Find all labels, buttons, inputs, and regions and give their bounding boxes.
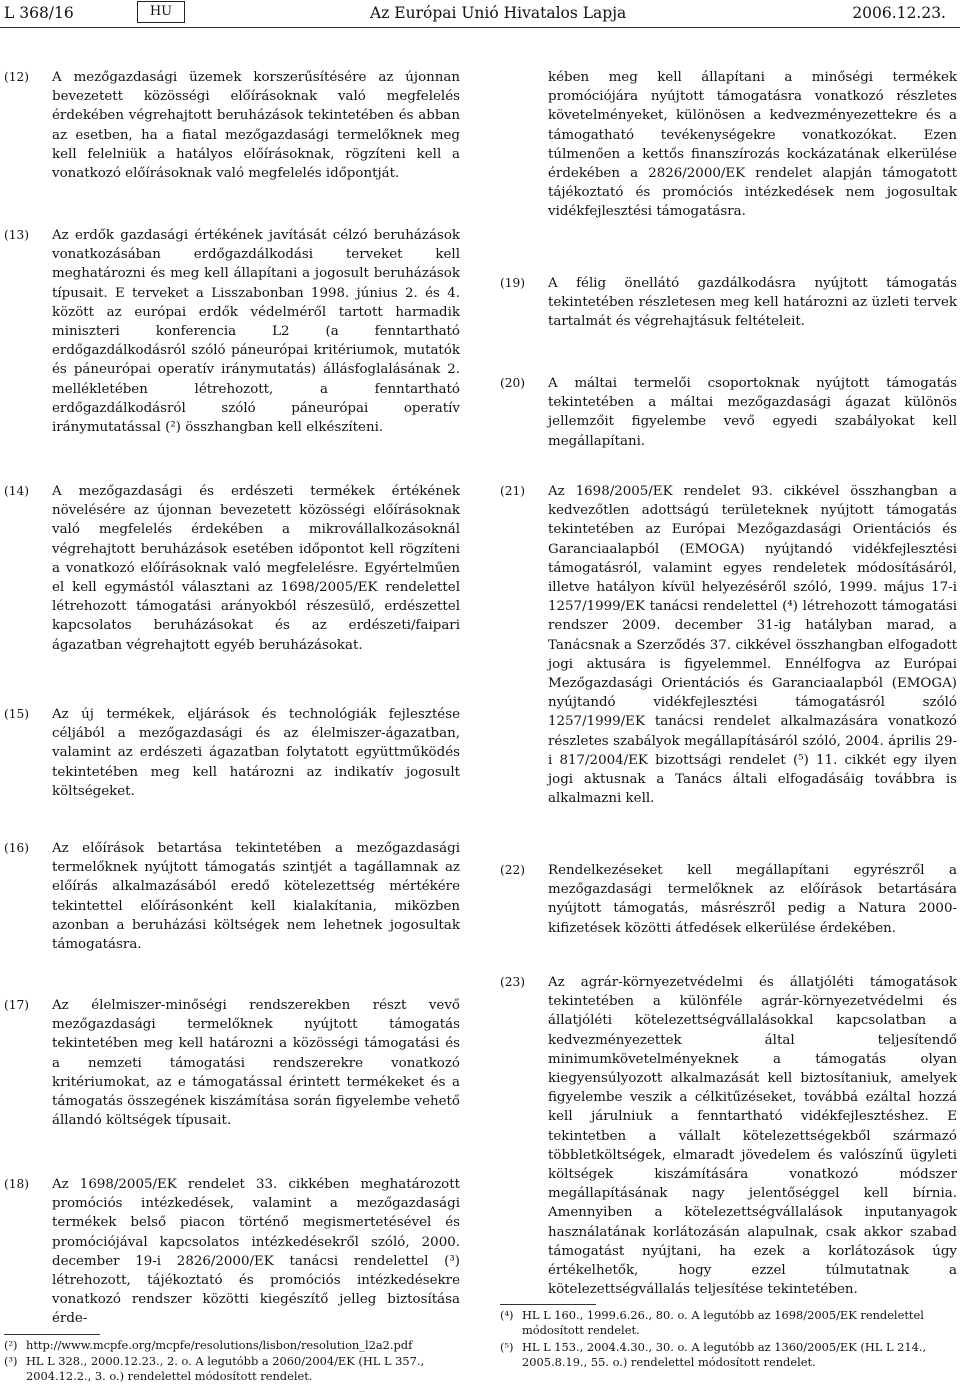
footnote-number: (⁵): [500, 1340, 514, 1354]
recital-text: Az 1698/2005/EK rendelet 93. cikkével összhangban a kedvezőtlen adottságú területeknek nyújtott támogatás tekintetében az Európai Mezőgazdasági Orientációs és Garanciaalapból (EMOGA) nyújtandó vidékfejlesztési támogatásról, valamint egyes rendeletek módosításáról, illetve hatályon kívül helyezéséről szóló, 1999. május 17-i 1257/1999/EK tanácsi rendelettel (⁴) létrehozott támogatási rendszer 2009. december 31-ig hatályban marad, a Tanácsnak a Szerződés 37. cikkével összhangban elfogadott jogi aktusára is figyelemmel. Ennélfogva az Európai Mezőgazdasági Orientációs és Garanciaalapból (EMOGA) nyújtandó vidékfejlesztési támogatásról szóló 1257/1999/EK tanácsi rendelet alkalmazására vonatkozó részletes szabályok megállapításáról szóló, 2004. április 29-i 817/2004/EK bizottsági rendelet (⁵) 11. cikkét egy ilyen jogi aktusnak a Tanács általi elfogadásáig továbbra is alkalmazni kell.: [548, 484, 957, 807]
recital-number: (18): [4, 1177, 30, 1191]
recital-20: [500, 374, 957, 451]
footnote-3: [4, 1354, 460, 1384]
recital-number: (17): [4, 998, 30, 1012]
page-header: [0, 0, 960, 30]
recital-text: Rendelkezéseket kell megállapítani egyrészről a mezőgazdasági termelőknek az előírások betartására nyújtott támogatás, másrészről pedig a Natura 2000-kifizetések közötti átfedések elkerülése érdekében.: [548, 863, 957, 936]
recital-text: kében meg kell állapítani a minőségi termékek promóciójára nyújtott támogatásra vonatkozó részletes követelményeket, különösen a kedvezményezettekre és a támogatható tevékenységekre vonatkozókat. Ezen túlmenően a kettős finanszírozás kockázatának elkerülése érdekében a 2826/2000/EK rendelet alapján támogatott tájékoztató és promóciós intézkedések nem jogosultak vidékfejlesztési támogatásra.: [548, 70, 957, 220]
footnote-4: [500, 1308, 957, 1338]
footnote-2: [4, 1338, 460, 1353]
footnote-number: (⁴): [500, 1308, 514, 1322]
header-rule: [0, 27, 960, 28]
recital-number: (22): [500, 863, 526, 877]
recital-number: [500, 68, 548, 222]
recital-number: (13): [4, 228, 30, 242]
recital-text: Az élelmiszer-minőségi rendszerekben részt vevő mezőgazdasági termelőknek nyújtott támogatás tekintetében meg kell határozni a közösségi támogatási és a nemzeti támogatási rendszerekre vonatkozó kritériumokat, az e támogatással érintett termékeket és a támogatás összegének kiszámítása során figyelembe vehető állandó költségek típusait.: [52, 998, 460, 1129]
footnote-text: HL L 328., 2000.12.23., 2. o. A legutóbb a 2060/2004/EK (HL L 357., 2004.12.2., 3. o.) rendelettel módosított rendelet.: [26, 1354, 425, 1383]
footnote-number: (²): [4, 1338, 18, 1352]
recital-18-continued: [500, 68, 957, 222]
recital-19: [500, 274, 957, 332]
footnote-text: HL L 160., 1999.6.26., 80. o. A legutóbb az 1698/2005/EK rendelettel módosított rendelet.: [522, 1308, 924, 1337]
recital-text: Az előírások betartása tekintetében a mezőgazdasági termelőknek nyújtott támogatás szintjét a tagállamnak az előírás alkalmazásából eredő kötelezettség mértékére tekintettel előírásonként kell kialakítania, miközben azonban a beruházási költségek nem lehetnek jogosultak támogatásra.: [52, 841, 460, 953]
footnote-link[interactable]: http://www.mcpfe.org/mcpfe/resolutions/lisbon/resolution_l2a2.pdf: [26, 1338, 413, 1352]
recital-text: A máltai termelői csoportoknak nyújtott támogatás tekintetében a máltai mezőgazdasági ágazat különös jellemzőit figyelembe vevő egyedi szabályokat kell megállapítani.: [548, 376, 957, 449]
recital-text: A félig önellátó gazdálkodásra nyújtott támogatás tekintetében részletesen meg kell határozni az üzleti tervek tartalmát és végrehajtásuk feltételeit.: [548, 276, 957, 330]
recital-number: (15): [4, 707, 30, 721]
recital-number: (14): [4, 484, 30, 498]
recital-text: Az 1698/2005/EK rendelet 33. cikkében meghatározott promóciós intézkedések, valamint a mezőgazdasági termékek belső piacon történő megismertetésével és promóciójával kapcsolatos intézkedésekről szóló, 2000. december 19-i 2826/2000/EK tanácsi rendelettel (³) létrehozott, tájékoztató és promóciós intézkedésekre vonatkozó rendszer közötti kiegészítő jelleg biztosítása érde-: [52, 1177, 460, 1327]
recital-text: Az erdők gazdasági értékének javítását célzó beruházások vonatkozásában erdőgazdálkodási terveket kell meghatározni és meg kell állapítani a jogosult beruházások típusait. E terveket a Lisszabonban 1998. június 2. és 4. között az európai erdők védelméről tartott harmadik miniszteri konferencia L2 (a fenntartható erdőgazdálkodásról szóló páneurópai kritériumok, mutatók és páneurópai operatív iránymutatás) állásfoglalásának 2. mellékletében létrehozott, a fenntartható erdőgazdálkodásról szóló páneurópai operatív iránymutatással (²) összhangban kell elkészíteni.: [52, 228, 460, 436]
recital-22: [500, 861, 957, 938]
recital-number: (20): [500, 376, 526, 390]
page-reference: L 368/16: [4, 4, 74, 22]
recital-14: [4, 482, 460, 655]
recital-text: Az új termékek, eljárások és technológiák fejlesztése céljából a mezőgazdasági és az élelmiszer-ágazatban, valamint az erdészeti ágazatban folytatott együttműködés tekintetében meg kell határozni az indikatív jogosult költségeket.: [52, 707, 460, 799]
recital-number: (23): [500, 975, 526, 989]
recital-number: (12): [4, 70, 30, 84]
footnote-text: HL L 153., 2004.4.30., 30. o. A legutóbb az 1360/2005/EK (HL L 214., 2005.8.19., 55. o.) rendelettel módosított rendelet.: [522, 1340, 927, 1369]
recital-15: [4, 705, 460, 801]
journal-title: Az Európai Unió Hivatalos Lapja: [370, 4, 627, 22]
recital-12: [4, 68, 460, 183]
language-code-badge: HU: [137, 1, 185, 23]
recital-23: [500, 973, 957, 1299]
recital-21: [500, 482, 957, 808]
footnote-rule: [500, 1304, 596, 1305]
publication-date: 2006.12.23.: [852, 4, 946, 22]
footnote-rule: [4, 1334, 100, 1335]
recital-13: [4, 226, 460, 437]
recital-text: A mezőgazdasági és erdészeti termékek értékének növelésére az újonnan bevezetett közösségi előírásoknak való megfelelés érdekében a mikrovállalkozásoknál végrehajtott beruházások esetében időpontot kell rögzíteni a vonatkozó előírásoknak való megfelelésre. Egyértelműen el kell egymástól választani az 1698/2005/EK rendelettel létrehozott támogatási arányokból részesülő, erdészettel kapcsolatos beruházásokat és az erdészeti/faipari ágazatban végrehajtott egyéb beruházásokat.: [52, 484, 460, 653]
footnote-number: (³): [4, 1354, 18, 1368]
recital-17: [4, 996, 460, 1130]
recital-text: Az agrár-környezetvédelmi és állatjóléti támogatások tekintetében a különféle agrár-környezetvédelmi és állatjóléti kötelezettségvállalásokkal kapcsolatban a kedvezményezettek által teljesítendő minimumkövetelményeknek a támogatás olyan kiegyensúlyozott alkalmazását kell biztosítaniuk, amelyek figyelembe veszik a célkitűzéseket, továbbá ezáltal hozzá kell járulniuk a fenntartható vidékfejlesztéshez. E tekintetben a vállalt kötelezettségekből származó többletköltségek, elmaradt jövedelem és valószínű ügyleti költségek kiszámítására vonatkozó módszer megállapításának nagy jelentőséggel kell bírnia. Amennyiben a kötelezettségvállalások inputanyagok használatának korlátozásán alapulnak, csak akkor szabad támogatást nyújtani, ha ezek a korlátozások úgy értékelhetők, hogy ezzel túlmutatnak a kötelezettségvállalás teljesítése tekintetében.: [548, 975, 957, 1298]
recital-number: (21): [500, 484, 526, 498]
recital-18: [4, 1175, 460, 1329]
footnote-5: [500, 1340, 957, 1370]
recital-16: [4, 839, 460, 954]
recital-number: (19): [500, 276, 526, 290]
recital-number: (16): [4, 841, 30, 855]
recital-text: A mezőgazdasági üzemek korszerűsítésére az újonnan bevezetett közösségi előírásoknak való megfelelés érdekében végrehajtott beruházások tekintetében és abban az esetben, ha a fiatal mezőgazdasági termelőknek meg kell felelniük a hatályos előírásoknak, rögzíteni kell a vonatkozó előírásoknak való megfelelés időpontját.: [52, 70, 460, 182]
